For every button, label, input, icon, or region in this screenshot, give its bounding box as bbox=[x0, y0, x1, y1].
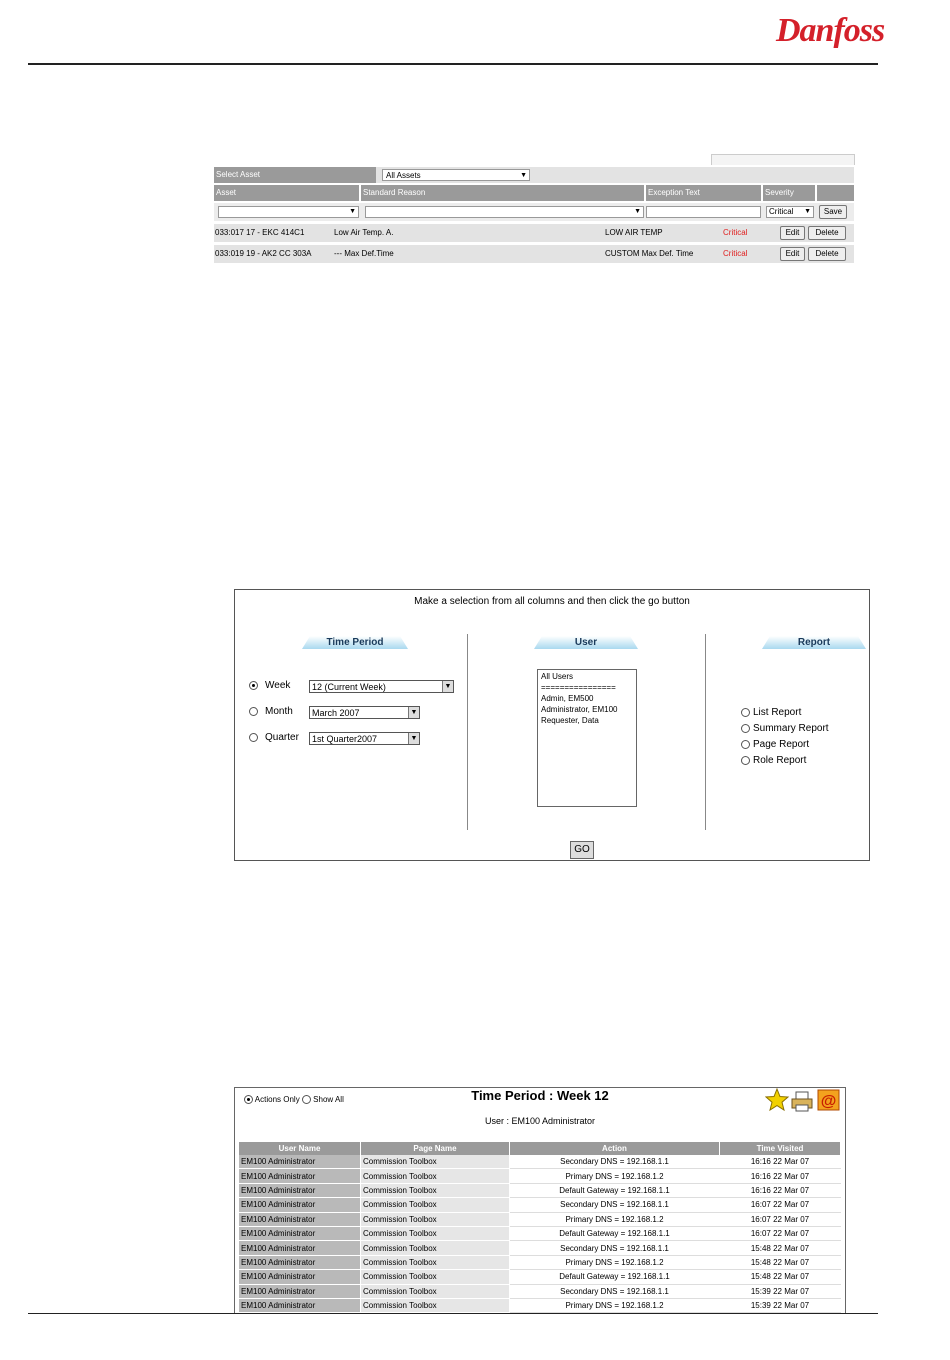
time-visited-cell: 15:39 22 Mar 07 bbox=[720, 1298, 841, 1312]
email-icon[interactable] bbox=[818, 1090, 839, 1110]
report-option[interactable] bbox=[741, 722, 829, 736]
page-name-cell: Commission Toolbox bbox=[361, 1169, 510, 1183]
page-name-cell: Commission Toolbox bbox=[361, 1155, 510, 1169]
user-name-cell: EM100 Administrator bbox=[239, 1270, 361, 1284]
severity-filter-select[interactable] bbox=[766, 206, 814, 218]
report-option[interactable] bbox=[741, 754, 806, 768]
list-item[interactable]: Administrator, EM100 bbox=[541, 705, 618, 714]
page-name-cell: Commission Toolbox bbox=[361, 1284, 510, 1298]
text-cell: CUSTOM Max Def. Time bbox=[605, 249, 694, 258]
month-select[interactable] bbox=[309, 706, 420, 719]
table-row bbox=[239, 1241, 841, 1255]
week-select-value: 12 (Current Week) bbox=[312, 682, 386, 692]
chevron-down-icon: ▼ bbox=[408, 733, 419, 744]
report-radio[interactable] bbox=[741, 724, 750, 733]
svg-text:@: @ bbox=[820, 1093, 837, 1110]
go-button[interactable]: GO bbox=[570, 841, 594, 859]
text-cell: LOW AIR TEMP bbox=[605, 228, 663, 237]
month-option[interactable] bbox=[249, 705, 293, 719]
report-option-label: Role Report bbox=[753, 755, 807, 766]
table-row bbox=[214, 224, 854, 242]
chevron-down-icon: ▼ bbox=[634, 208, 641, 215]
report-result-panel bbox=[234, 1087, 846, 1314]
action-cell: Primary DNS = 192.168.1.2 bbox=[510, 1169, 720, 1183]
chevron-down-icon: ▼ bbox=[520, 172, 527, 179]
user-name-cell: EM100 Administrator bbox=[239, 1226, 361, 1240]
action-cell: Default Gateway = 192.168.1.1 bbox=[510, 1226, 720, 1240]
action-cell: Secondary DNS = 192.168.1.1 bbox=[510, 1241, 720, 1255]
list-item[interactable]: All Users bbox=[541, 672, 574, 681]
footer-divider bbox=[28, 1313, 878, 1314]
quarter-label: Quarter bbox=[265, 732, 299, 743]
reason-cell: --- Max Def.Time bbox=[334, 249, 394, 258]
time-visited-cell: 16:16 22 Mar 07 bbox=[720, 1155, 841, 1169]
chevron-down-icon: ▼ bbox=[442, 681, 453, 692]
select-asset-value: All Assets bbox=[386, 171, 421, 180]
column-header-actions bbox=[817, 185, 854, 201]
action-cell: Secondary DNS = 192.168.1.1 bbox=[510, 1198, 720, 1212]
action-cell: Primary DNS = 192.168.1.2 bbox=[510, 1298, 720, 1312]
user-listbox[interactable] bbox=[537, 669, 637, 807]
report-option-label: List Report bbox=[753, 707, 802, 718]
column-header-asset: Asset bbox=[214, 185, 359, 201]
user-name-cell: EM100 Administrator bbox=[239, 1255, 361, 1269]
time-visited-cell: 15:48 22 Mar 07 bbox=[720, 1270, 841, 1284]
time-visited-cell: 16:16 22 Mar 07 bbox=[720, 1169, 841, 1183]
user-name-cell: EM100 Administrator bbox=[239, 1284, 361, 1298]
list-item[interactable]: Admin, EM500 bbox=[541, 694, 594, 703]
visits-table bbox=[239, 1142, 841, 1313]
column-header-exception-text: Exception Text bbox=[646, 185, 761, 201]
report-heading: Report bbox=[762, 636, 866, 649]
time-visited-cell: 16:16 22 Mar 07 bbox=[720, 1183, 841, 1197]
reason-cell: Low Air Temp. A. bbox=[334, 228, 394, 237]
header-divider bbox=[28, 63, 878, 65]
delete-button[interactable]: Delete bbox=[808, 226, 846, 240]
week-select[interactable] bbox=[309, 680, 454, 693]
column-header-user-name: User Name bbox=[239, 1142, 361, 1155]
danfoss-logo: Danfoss bbox=[776, 12, 885, 49]
report-option[interactable] bbox=[741, 738, 809, 752]
top-bar bbox=[711, 154, 855, 165]
page-name-cell: Commission Toolbox bbox=[361, 1226, 510, 1240]
severity-cell: Critical bbox=[723, 249, 748, 258]
asset-exception-panel bbox=[214, 154, 856, 266]
time-visited-cell: 15:48 22 Mar 07 bbox=[720, 1255, 841, 1269]
report-radio[interactable] bbox=[741, 740, 750, 749]
show-all-label: Show All bbox=[313, 1095, 344, 1104]
report-radio[interactable] bbox=[741, 756, 750, 765]
month-select-value: March 2007 bbox=[312, 708, 360, 718]
user-name-cell: EM100 Administrator bbox=[239, 1155, 361, 1169]
time-visited-cell: 16:07 22 Mar 07 bbox=[720, 1198, 841, 1212]
star-icon[interactable] bbox=[766, 1089, 788, 1110]
exception-text-input[interactable] bbox=[646, 206, 761, 218]
action-cell: Default Gateway = 192.168.1.1 bbox=[510, 1183, 720, 1197]
chevron-down-icon: ▼ bbox=[804, 208, 811, 215]
asset-cell: 033:017 17 - EKC 414C1 bbox=[215, 228, 305, 237]
user-heading: User bbox=[534, 636, 638, 649]
user-name-cell: EM100 Administrator bbox=[239, 1241, 361, 1255]
report-radio[interactable] bbox=[741, 708, 750, 717]
select-asset-dropdown[interactable] bbox=[382, 169, 530, 181]
table-row bbox=[239, 1169, 841, 1183]
report-selector-panel bbox=[234, 589, 870, 861]
table-row bbox=[239, 1255, 841, 1269]
select-asset-row bbox=[214, 167, 854, 183]
action-cell: Secondary DNS = 192.168.1.1 bbox=[510, 1284, 720, 1298]
list-item[interactable]: ================ bbox=[541, 683, 616, 692]
time-visited-cell: 16:07 22 Mar 07 bbox=[720, 1226, 841, 1240]
delete-button[interactable]: Delete bbox=[808, 247, 846, 261]
reason-filter-select[interactable] bbox=[365, 206, 644, 218]
report-user: User : EM100 Administrator bbox=[484, 1116, 596, 1126]
user-name-cell: EM100 Administrator bbox=[239, 1212, 361, 1226]
report-option-label: Page Report bbox=[753, 739, 810, 750]
table-row bbox=[214, 245, 854, 263]
table-row bbox=[239, 1284, 841, 1298]
report-option-label: Summary Report bbox=[753, 723, 829, 734]
edit-button[interactable]: Edit bbox=[780, 226, 805, 240]
action-cell: Default Gateway = 192.168.1.1 bbox=[510, 1270, 720, 1284]
column-header-standard-reason: Standard Reason bbox=[361, 185, 644, 201]
page-name-cell: Commission Toolbox bbox=[361, 1212, 510, 1226]
toolbar-icons bbox=[765, 1088, 841, 1114]
severity-filter-value: Critical bbox=[769, 207, 794, 216]
severity-cell: Critical bbox=[723, 228, 748, 237]
week-radio[interactable] bbox=[249, 681, 258, 690]
column-header-action: Action bbox=[510, 1142, 720, 1155]
column-header-severity: Severity bbox=[763, 185, 815, 201]
week-option[interactable] bbox=[249, 679, 291, 693]
edit-button[interactable]: Edit bbox=[780, 247, 805, 261]
chevron-down-icon: ▼ bbox=[408, 707, 419, 718]
user-name-cell: EM100 Administrator bbox=[239, 1183, 361, 1197]
page-name-cell: Commission Toolbox bbox=[361, 1298, 510, 1312]
table-row bbox=[239, 1155, 841, 1169]
quarter-select-value: 1st Quarter2007 bbox=[312, 734, 378, 744]
table-row bbox=[239, 1298, 841, 1312]
table-row bbox=[239, 1198, 841, 1212]
week-label: Week bbox=[265, 680, 291, 691]
printer-icon[interactable] bbox=[792, 1092, 812, 1111]
list-item[interactable]: Requester, Data bbox=[541, 716, 599, 725]
chevron-down-icon: ▼ bbox=[349, 208, 356, 215]
table-row bbox=[239, 1270, 841, 1284]
report-option[interactable] bbox=[741, 706, 801, 720]
page-name-cell: Commission Toolbox bbox=[361, 1270, 510, 1284]
select-asset-label: Select Asset bbox=[214, 167, 376, 183]
quarter-radio[interactable] bbox=[249, 733, 258, 742]
action-cell: Primary DNS = 192.168.1.2 bbox=[510, 1212, 720, 1226]
time-visited-cell: 15:39 22 Mar 07 bbox=[720, 1284, 841, 1298]
instruction-text: Make a selection from all columns and then click the go button bbox=[414, 596, 690, 607]
quarter-select[interactable] bbox=[309, 732, 420, 745]
time-period-heading: Time Period bbox=[302, 636, 408, 649]
page-name-cell: Commission Toolbox bbox=[361, 1183, 510, 1197]
column-divider bbox=[705, 634, 706, 830]
page-name-cell: Commission Toolbox bbox=[361, 1198, 510, 1212]
month-label: Month bbox=[265, 706, 293, 717]
asset-filter-select[interactable] bbox=[218, 206, 359, 218]
save-button[interactable]: Save bbox=[819, 205, 847, 219]
time-visited-cell: 15:48 22 Mar 07 bbox=[720, 1241, 841, 1255]
column-header-time-visited: Time Visited bbox=[720, 1142, 841, 1155]
user-name-cell: EM100 Administrator bbox=[239, 1198, 361, 1212]
page-name-cell: Commission Toolbox bbox=[361, 1241, 510, 1255]
month-radio[interactable] bbox=[249, 707, 258, 716]
action-cell: Primary DNS = 192.168.1.2 bbox=[510, 1255, 720, 1269]
user-name-cell: EM100 Administrator bbox=[239, 1169, 361, 1183]
column-divider bbox=[467, 634, 468, 830]
quarter-option[interactable] bbox=[249, 731, 299, 745]
column-header-page-name: Page Name bbox=[361, 1142, 510, 1155]
time-visited-cell: 16:07 22 Mar 07 bbox=[720, 1212, 841, 1226]
table-row bbox=[239, 1226, 841, 1240]
user-name-cell: EM100 Administrator bbox=[239, 1298, 361, 1312]
table-row bbox=[239, 1212, 841, 1226]
report-title: Time Period : Week 12 bbox=[471, 1088, 609, 1103]
table-row bbox=[239, 1183, 841, 1197]
page-name-cell: Commission Toolbox bbox=[361, 1255, 510, 1269]
asset-cell: 033:019 19 - AK2 CC 303A bbox=[215, 249, 312, 258]
actions-only-label: Actions Only bbox=[254, 1095, 300, 1104]
filter-row bbox=[214, 203, 854, 221]
action-cell: Secondary DNS = 192.168.1.1 bbox=[510, 1155, 720, 1169]
